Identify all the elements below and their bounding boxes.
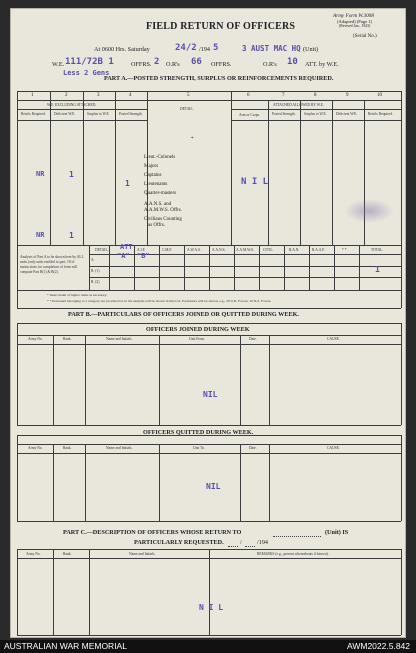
sub-head: * * [342, 248, 347, 252]
sub-head: DETAIL. [95, 248, 109, 252]
col-head: Posted Strength. [272, 112, 296, 116]
footer-accession: AWM2022.5.842 [347, 641, 410, 651]
rank-label: Lieut.-Colonels [144, 155, 176, 160]
joined-col: Date. [249, 337, 257, 341]
serial-label: (Serial No.) [353, 34, 377, 39]
stamp-posted: 1 [125, 179, 130, 188]
part-c-slash: / [240, 539, 242, 546]
quitted-title: OFFICERS QUITTED DURING WEEK. [143, 429, 254, 436]
col-head: Surplus to W.E. [304, 112, 327, 116]
sub-head: CIVIL. [263, 248, 274, 252]
joined-col: Name and Initials. [106, 337, 133, 341]
col-number: 3 [97, 93, 100, 98]
attached-heading: ATTACHED ALLOWED BY W.E. [273, 103, 324, 107]
offrs-value-1: 2 [154, 57, 160, 67]
archive-footer [0, 640, 416, 653]
sub-head: A.W.A.S. [187, 248, 201, 252]
part-c-year: /194 [257, 539, 269, 546]
stamp-deficient: 1 [69, 170, 74, 179]
sub-row-label: B. (1) [91, 269, 100, 273]
ors-value-2: 10 [287, 57, 298, 67]
ors-value-1: 66 [191, 57, 202, 67]
joined-nil-stamp: NIL [203, 390, 218, 399]
joined-col: Rank. [63, 337, 72, 341]
quitted-col: Name and Initials. [106, 446, 133, 450]
rank-label: A.A.M.W.S. Offrs. [144, 208, 182, 213]
detail-asterisks: * [191, 137, 195, 142]
rank-label: Majors [144, 164, 159, 169]
col-head: Posted Strength. [119, 112, 143, 116]
analysis-note: Analysis of Part A to be shown here by ALL units (only units entitled to part, 18 of instructions for completion of form will compute Part B(1) & B(2). [20, 255, 84, 274]
part-b-title: PART B.—PARTICULARS OF OFFICERS JOINED OR QUITTED DURING WEEK. [68, 311, 299, 318]
joined-col: Army No. [28, 337, 43, 341]
footnote-1: * Insert detail of higher ranks as necessary. [47, 293, 108, 297]
col-number: 4 [129, 93, 132, 98]
stamp-total: 1 [375, 265, 380, 274]
quitted-nil-stamp: NIL [206, 482, 221, 491]
less-stamp: Less 2 Gens [63, 69, 110, 77]
part-c-unit-is: (Unit) IS [325, 529, 349, 536]
joined-col: Unit From. [189, 337, 205, 341]
form-revised: (Revised Jan., 1943) [339, 24, 371, 28]
ors-label-1: O.R's [166, 61, 180, 68]
stamp-nil-attached: N I L [241, 177, 269, 187]
part-c-col: REMARKS (e.g., present whereabouts if known). [257, 552, 329, 556]
joined-title: OFFICERS JOINED DURING WEEK [146, 326, 250, 333]
document-sheet [10, 8, 406, 638]
col-head: Rein'ts Required. [368, 112, 393, 116]
sub-row-label: B. (2) [91, 280, 100, 284]
sub-head: C.M.F. [162, 248, 172, 252]
part-c-subtitle: PARTICULARLY REQUESTED. [134, 539, 224, 546]
col-number: 10 [377, 93, 382, 98]
col-number: 6 [247, 93, 250, 98]
footer-institution: AUSTRALIAN WAR MEMORIAL [4, 641, 127, 651]
detail-heading: DETAIL. [180, 107, 194, 111]
stamp-nr-row2: NR [36, 231, 45, 239]
rank-label: Lieutenants [144, 182, 168, 187]
form-title: FIELD RETURN OF OFFICERS [146, 21, 296, 32]
col-number: 5 [187, 93, 190, 98]
col-number: 1 [31, 93, 34, 98]
col-head: Deficient W.E. [54, 112, 76, 116]
form-adapted: (Adapted) (Page 1) [337, 19, 373, 24]
col-head: Rein'ts Required. [21, 112, 46, 116]
quitted-col: CAUSE. [327, 446, 340, 450]
rank-label: Civilians Counting [144, 217, 182, 222]
col-number: 2 [65, 93, 68, 98]
sub-row-label: A. [91, 258, 95, 262]
part-c-nil-stamp: N I L [199, 603, 224, 612]
unit-name: 3 AUST MAC HQ [242, 44, 301, 53]
stamp-b: "B" [137, 252, 150, 260]
sub-head: A.A.N.S. [212, 248, 226, 252]
col-number: 8 [314, 93, 317, 98]
sub-head: R.A.A.F. [312, 248, 325, 252]
part-c-table [11, 9, 405, 637]
ors-label-2: O.R's [263, 61, 277, 68]
footnote-2: * * Personnel belonging to a category not provided for in the analysis will be shown in this Col. Particulars will be shown, e.g., 20 U.K. Forces; 10 N.Z. Forces. [47, 299, 272, 303]
rank-label: Captains [144, 173, 162, 178]
we-value: 111/72B 1 [65, 57, 114, 67]
return-date: 24/2 [175, 43, 197, 53]
part-c-title: PART C.—DESCRIPTION OF OFFICERS WHOSE RETURN TO [63, 529, 242, 536]
time-line-prefix: At 0600 Hrs. Saturday [94, 46, 150, 53]
offrs-label-2: OFFRS. [211, 61, 232, 68]
col-head: Deficient W.E. [336, 112, 358, 116]
sub-head: A.I.F. [137, 248, 146, 252]
quitted-col: Date. [249, 446, 257, 450]
year-digit: 5 [213, 43, 219, 53]
unit-label: (Unit) [303, 46, 319, 53]
col-number: 9 [346, 93, 349, 98]
rank-label: Quarter-masters [144, 191, 177, 196]
part-c-col: Name and Initials. [129, 552, 156, 556]
arm-corps-heading: Arm or Corps. [239, 113, 260, 117]
year-prefix: /194 [199, 46, 211, 53]
col-number: 7 [282, 93, 285, 98]
part-a-title: PART A.—POSTED STRENGTH, SURPLUS OR REINFORCEMENTS REQUIRED. [104, 75, 334, 82]
offrs-label-1: OFFRS. [131, 61, 152, 68]
sub-head: A.A.M.W.S. [236, 248, 254, 252]
part-c-col: Rank. [63, 552, 72, 556]
att-label: ATT. by W.E. [305, 61, 339, 68]
quitted-col: Unit To. [193, 446, 205, 450]
stamp-att: ATT [120, 243, 133, 251]
part-c-col: Army No. [26, 552, 41, 556]
stamp-a: "A" [117, 252, 130, 260]
stamp-nr-rein: NR [36, 170, 45, 178]
rank-label: A.A.N.S. and [144, 202, 172, 207]
sub-head: TOTAL. [371, 248, 384, 252]
rank-label: as Offrs. [148, 223, 166, 228]
joined-col: CAUSE. [327, 337, 340, 341]
col-head: Surplus to W.E. [87, 112, 110, 116]
stamp-one-row2: 1 [69, 231, 74, 240]
quitted-col: Rank. [63, 446, 72, 450]
sub-head: R.A.N. [289, 248, 300, 252]
we-excl-heading: W.E. EXCLUDING ATTACHED. [47, 103, 97, 107]
form-id: Army Form W.3008 [333, 13, 374, 19]
quitted-col: Army No. [28, 446, 43, 450]
we-label: W.E. [52, 61, 65, 68]
